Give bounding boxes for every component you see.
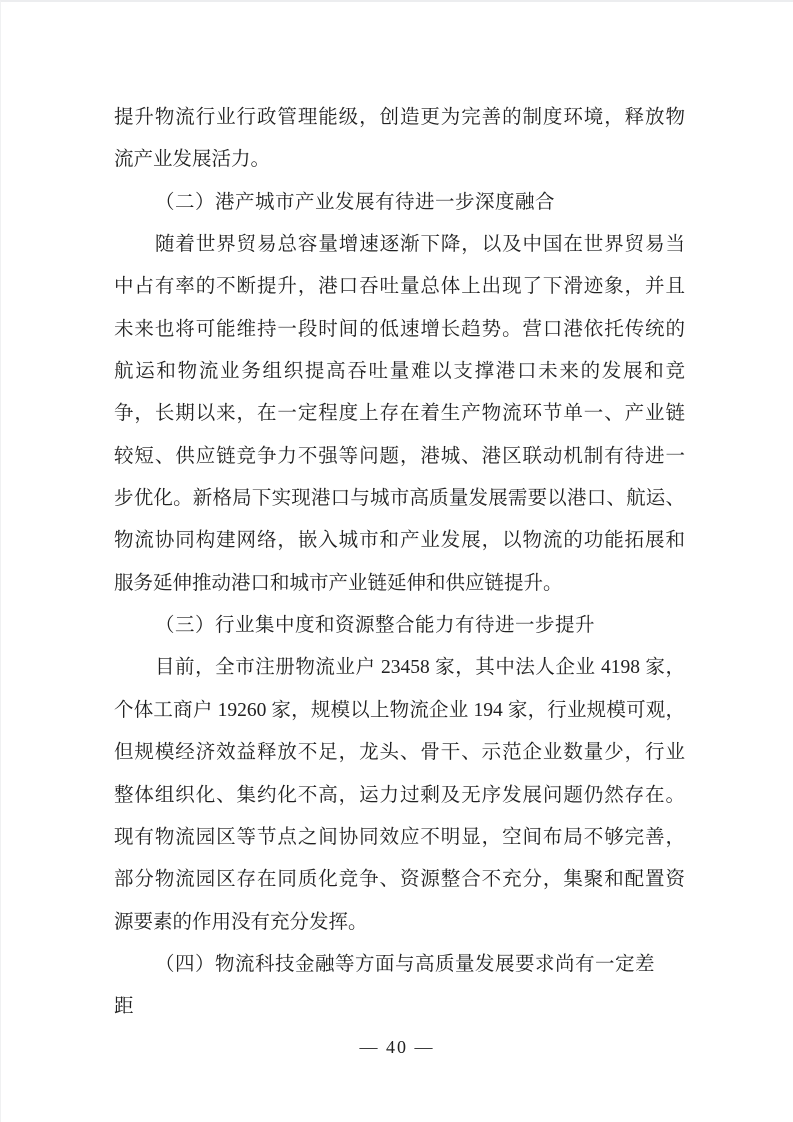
text-line: 服务延伸推动港口和城市产业链延伸和供应链提升。 xyxy=(114,572,563,594)
text-line: 现有物流园区等节点之间协同效应不明显，空间布局不够完善， xyxy=(114,826,685,848)
heading-line: （三）行业集中度和资源整合能力有待进一步提升 xyxy=(155,615,596,637)
page-number: — 40 — xyxy=(359,1037,435,1057)
text-line: 但规模经济效益释放不足，龙头、骨干、示范企业数量少，行业 xyxy=(114,742,685,764)
text-line: 整体组织化、集约化不高，运力过剩及无序发展问题仍然存在。 xyxy=(114,784,685,806)
text-line: 物流协同构建网络，嵌入城市和产业发展，以物流的功能拓展和 xyxy=(114,530,685,552)
text-line: 随着世界贸易总容量增速逐渐下降，以及中国在世界贸易当 xyxy=(155,234,685,256)
text-line: 部分物流园区存在同质化竞争、资源整合不充分，集聚和配置资 xyxy=(114,869,685,891)
text-line: 中占有率的不断提升，港口吞吐量总体上出现了下滑迹象，并且 xyxy=(114,276,685,298)
text-line: 流产业发展活力。 xyxy=(114,149,271,171)
text-line: 源要素的作用没有充分发挥。 xyxy=(114,911,368,933)
text-line: 较短、供应链竞争力不强等问题，港城、港区联动机制有待进一 xyxy=(114,445,685,467)
text-block xyxy=(114,97,685,1029)
text-line: 步优化。新格局下实现港口与城市高质量发展需要以港口、航运、 xyxy=(114,488,685,510)
text-line: 航运和物流业务组织提高吞吐量难以支撑港口未来的发展和竞 xyxy=(114,361,685,383)
heading-line: 距 xyxy=(114,996,135,1018)
text-line: 目前，全市注册物流业户 23458 家，其中法人企业 4198 家， xyxy=(155,657,685,679)
text-line: 争，长期以来，在一定程度上存在着生产物流环节单一、产业链 xyxy=(114,403,685,425)
text-line: 提升物流行业行政管理能级，创造更为完善的制度环境，释放物 xyxy=(114,107,685,128)
text-line: 个体工商户 19260 家，规模以上物流企业 194 家，行业规模可观， xyxy=(114,699,685,721)
text-line: 未来也将可能维持一段时间的低速增长趋势。营口港依托传统的 xyxy=(114,318,685,340)
heading-line: （二）港产城市产业发展有待进一步深度融合 xyxy=(155,191,556,213)
heading-line: （四）物流科技金融等方面与高质量发展要求尚有一定差 xyxy=(155,953,656,975)
